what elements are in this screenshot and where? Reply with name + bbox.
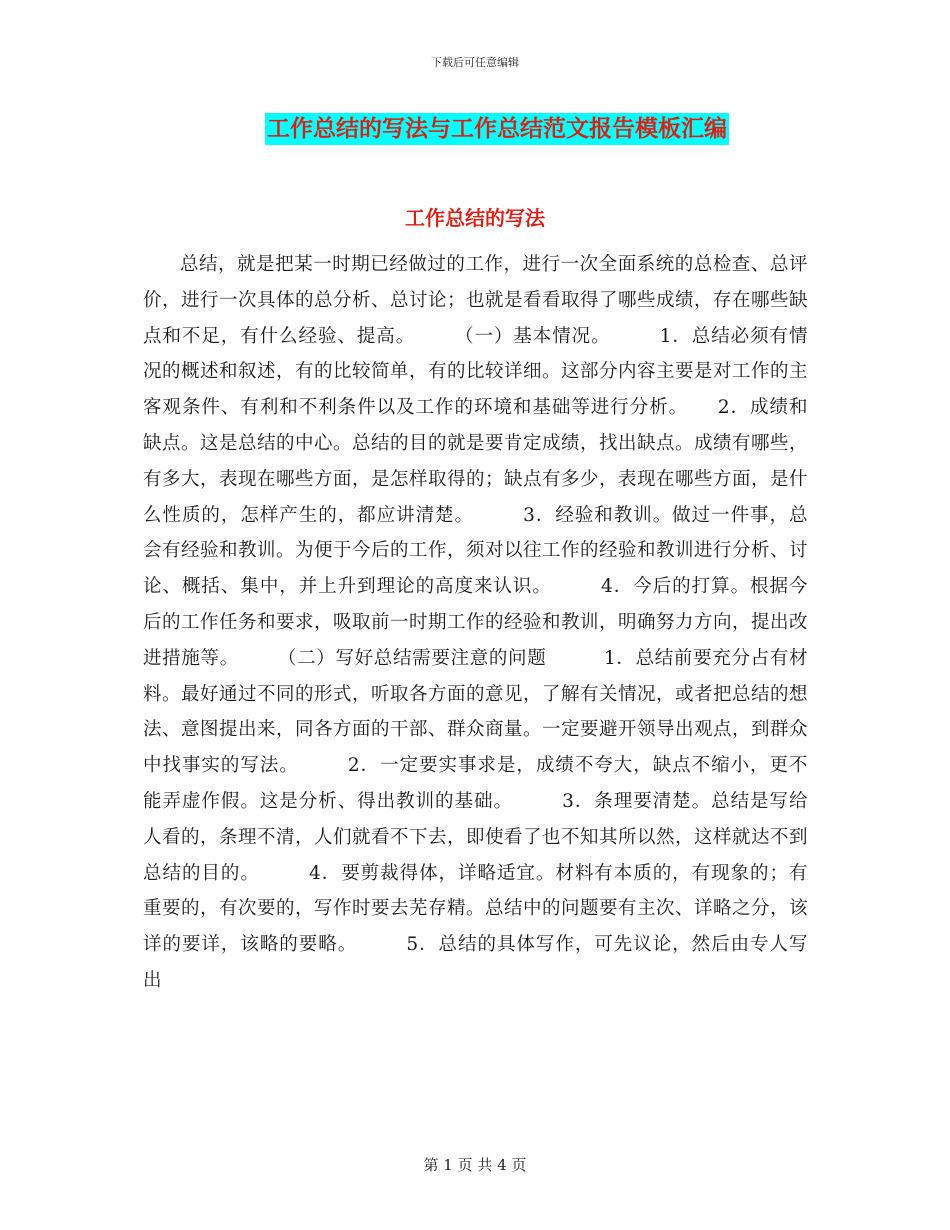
document-title-container: [0, 113, 950, 145]
page-header-note: 下载后可任意编辑: [431, 56, 519, 69]
document-title: 工作总结的写法与工作总结范文报告模板汇编: [265, 113, 729, 145]
section-title: 工作总结的写法: [405, 206, 545, 230]
page-number-footer: 第 1 页 共 4 页: [423, 1156, 527, 1174]
body-paragraph: 总结，就是把某一时期已经做过的工作，进行一次全面系统的总检查、总评价，进行一次具体的总分析、总讨论；也就是看看取得了哪些成绩，存在哪些缺点和不足，有什么经验、提高。 （一）基本情况。 1．总结必须有情况的概述和叙述，有的比较简单，有的比较详细。这部分内容主要是对工作的主客观条件、有利和不利条件以及工作的环境和基础等进行分析。 2．成绩和缺点。这是总结的中心。总结的目的就是要肯定成绩，找出缺点。成绩有哪些，有多大，表现在哪些方面，是怎样取得的；缺点有多少，表现在哪些方面，是什么性质的，怎样产生的，都应讲清楚。 3．经验和教训。做过一件事，总会有经验和教训。为便于今后的工作，须对以往工作的经验和教训进行分析、讨论、概括、集中，并上升到理论的高度来认识。 4．今后的打算。根据今后的工作任务和要求，吸取前一时期工作的经验和教训，明确努力方向，提出改进措施等。 （二）写好总结需要注意的问题 1．总结前要充分占有材料。最好通过不同的形式，听取各方面的意见，了解有关情况，或者把总结的想法、意图提出来，同各方面的干部、群众商量。一定要避开领导出观点，到群众中找事实的写法。 2．一定要实事求是，成绩不夸大，缺点不缩小，更不能弄虚作假。这是分析、得出教训的基础。 3．条理要清楚。总结是写给人看的，条理不清，人们就看不下去，即使看了也不知其所以然，这样就达不到总结的目的。 4．要剪裁得体，详略适宜。材料有本质的，有现象的；有重要的，有次要的，写作时要去芜存精。总结中的问题要有主次、详略之分，该详的要详，该略的要略。 5．总结的具体写作，可先议论，然后由专人写出: [143, 254, 809, 991]
